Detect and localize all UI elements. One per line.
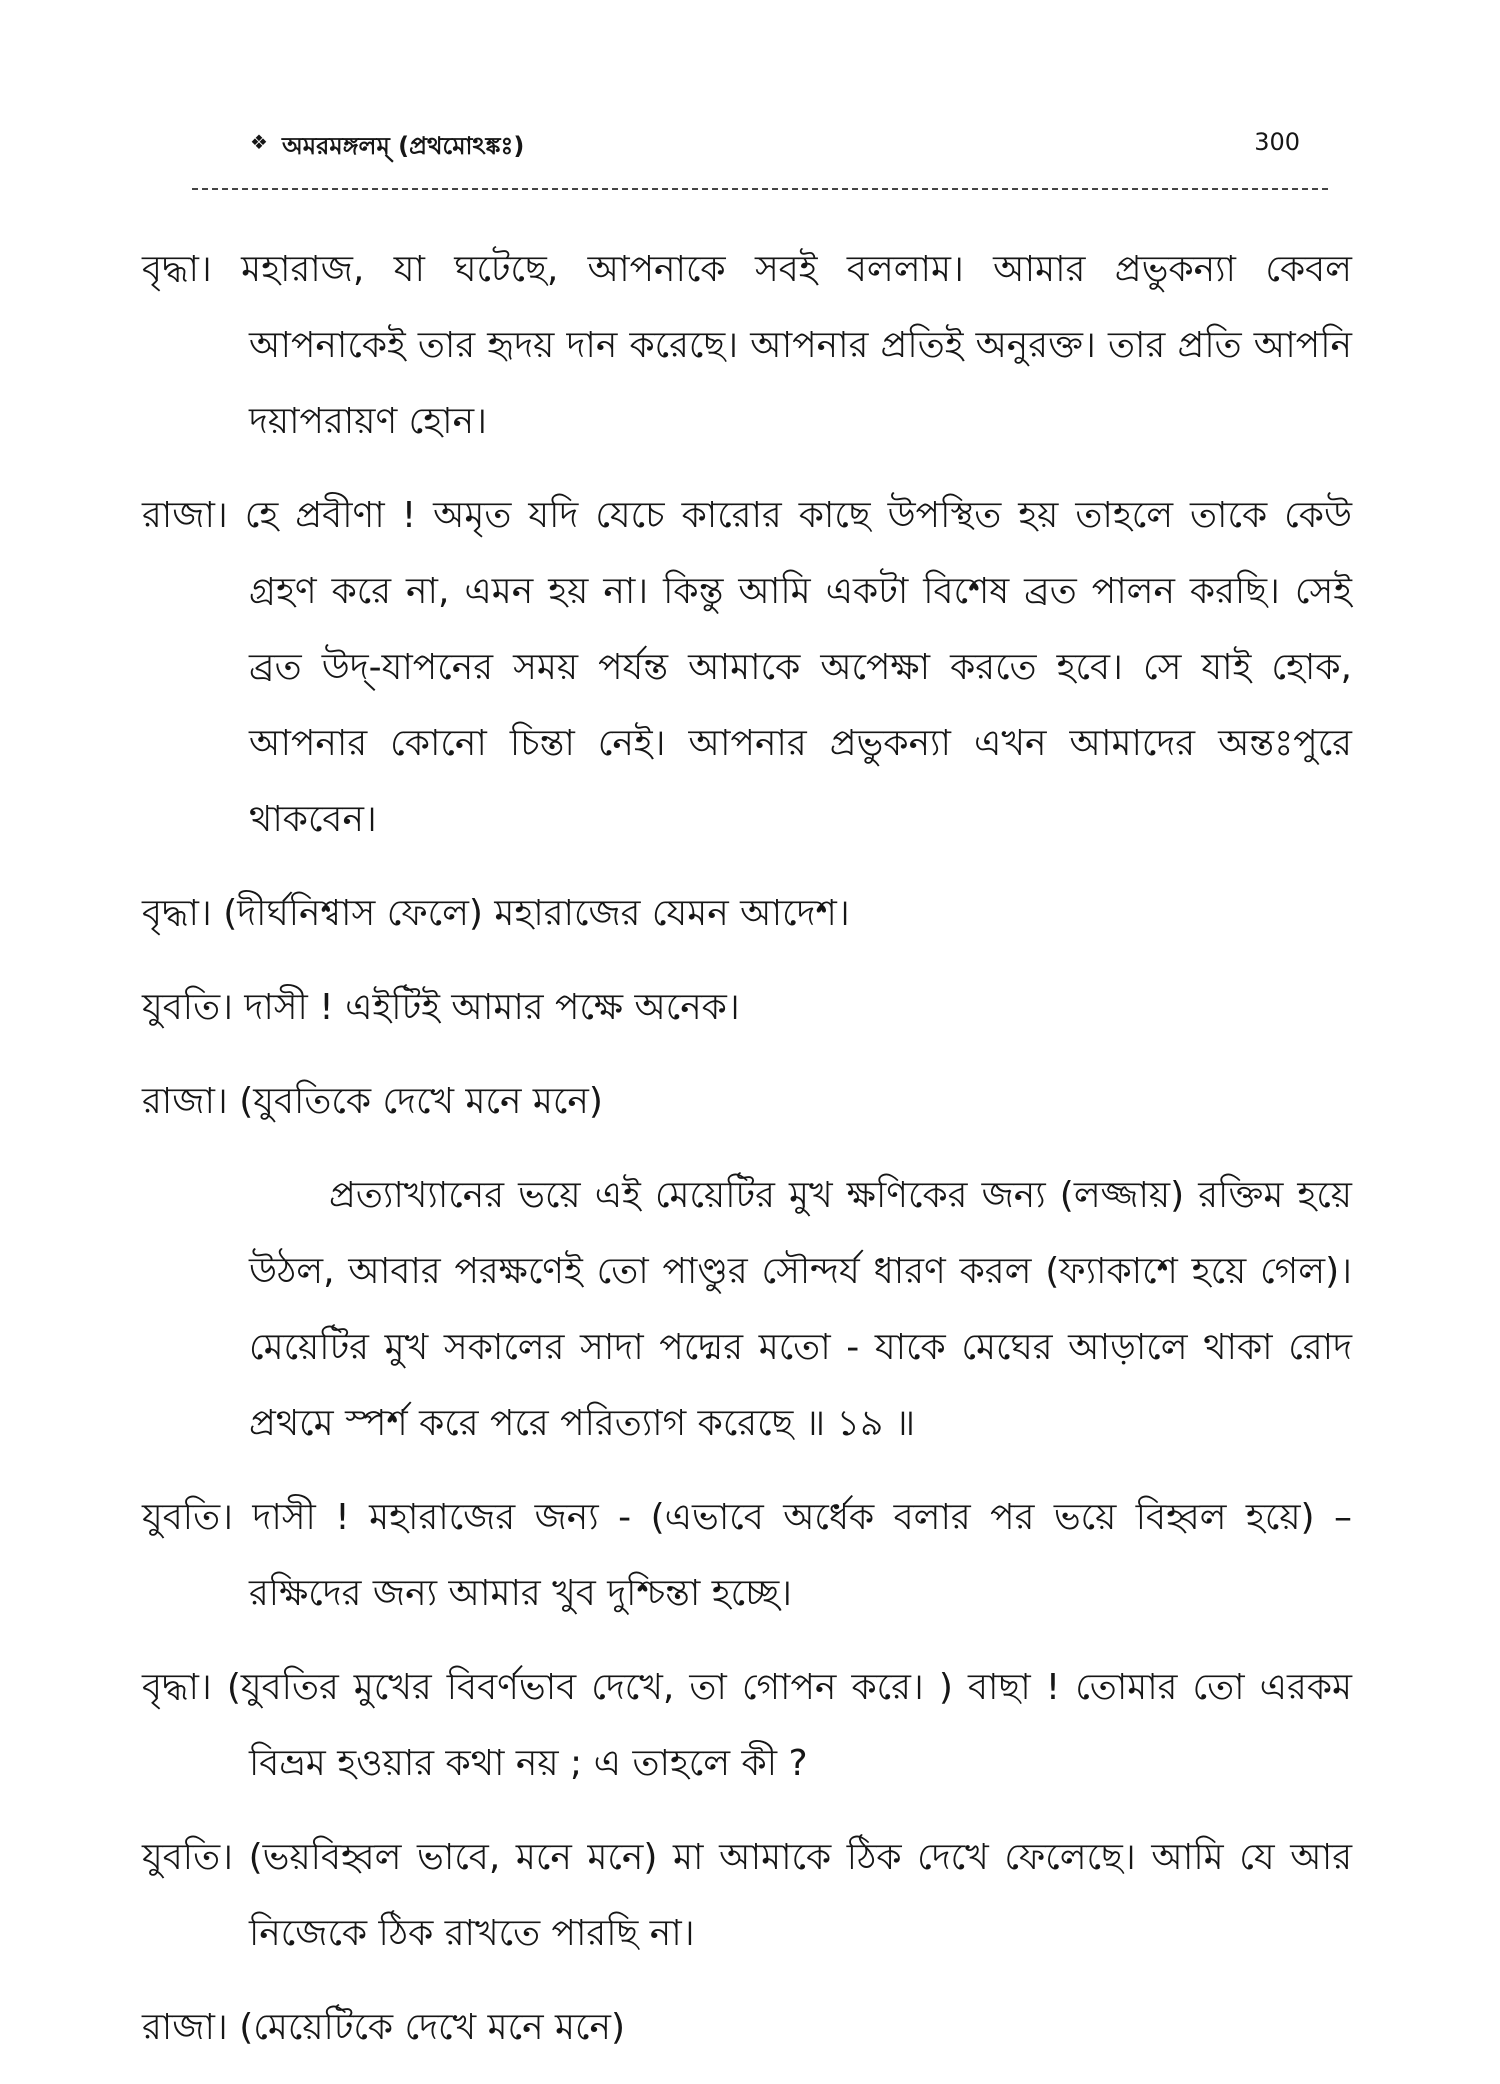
dialogue-text: দাসী ! মহারাজের জন্য - (এভাবে অর্ধেক বলার পর ভয়ে বিহ্বল হয়ে) –রক্ষিদের জন্য আমার খুব দুশ্চিন্তা হচ্ছে।	[249, 1497, 1352, 1614]
dialogue-line	[142, 1480, 1352, 1632]
speaker-name: রাজা।	[142, 1081, 228, 1122]
running-header	[250, 128, 1300, 168]
speaker-name: বৃদ্ধা।	[142, 249, 212, 290]
dialogue-line	[142, 970, 1352, 1046]
dialogue-text: হে প্রবীণা ! অমৃত যদি যেচে কারোর কাছে উপস্থিত হয় তাহলে তাকে কেউ গ্রহণ করে না, এমন হয় না। কিন্তু আমি একটা বিশেষ ব্রত পালন করছি। সেই ব্রত উদ্‌-যাপনের সময় পর্যন্ত আমাকে অপেক্ষা করতে হবে। সে যাই হোক, আপনার কোনো চিন্তা নেই। আপনার প্রভুকন্যা এখন আমাদের অন্তঃপুরে থাকবেন।	[244, 495, 1352, 840]
running-header-title: অমরমঙ্গলম্ (প্রথমোঽঙ্কঃ)	[282, 132, 525, 160]
speaker-name: বৃদ্ধা।	[142, 1667, 212, 1708]
speaker-name: যুবতি।	[142, 1497, 233, 1538]
diamond-ornament-icon: ❖	[250, 130, 268, 154]
speaker-name: বৃদ্ধা।	[142, 893, 212, 934]
dialogue-text: দাসী ! এইটিই আমার পক্ষে অনেক।	[244, 987, 740, 1028]
dashed-divider	[192, 188, 1328, 190]
speaker-name: যুবতি।	[142, 987, 233, 1028]
dialogue-text: (যুবতির মুখের বিবর্ণভাব দেখে, তা গোপন করে। ) বাছা ! তোমার তো এরকম বিভ্রম হওয়ার কথা নয় ; এ তাহলে কী ?	[226, 1667, 1353, 1784]
verse-translation: প্রত্যাখ্যানের ভয়ে এই মেয়েটির মুখ ক্ষণিকের জন্য (লজ্জায়) রক্তিম হয়ে উঠল, আবার পরক্ষণেই তো পাণ্ডুর সৌন্দর্য ধারণ করল (ফ্যাকাশে হয়ে গেল)। মেয়েটির মুখ সকালের সাদা পদ্মের মতো - যাকে মেঘের আড়ালে থাকা রোদ প্রথমে স্পর্শ করে পরে পরিত্যাগ করেছে ॥ ১৯ ॥	[249, 1175, 1352, 1444]
page-number: 300	[1254, 128, 1300, 156]
speaker-name: যুবতি।	[142, 1837, 233, 1878]
dialogue-line	[142, 232, 1352, 460]
dialogue-line	[142, 1064, 1352, 1140]
dialogue-text: (ভয়বিহ্বল ভাবে, মনে মনে) মা আমাকে ঠিক দেখে ফেলেছে। আমি যে আর নিজেকে ঠিক রাখতে পারছি না।	[248, 1837, 1352, 1954]
speaker-name: রাজা।	[142, 2007, 228, 2048]
dialogue-line	[142, 1820, 1352, 1972]
dialogue-text: মহারাজ, যা ঘটেছে, আপনাকে সবই বললাম। আমার প্রভুকন্যা কেবল আপনাকেই তার হৃদয় দান করেছে। আপনার প্রতিই অনুরক্ত। তার প্রতি আপনি দয়াপরায়ণ হোন।	[241, 249, 1352, 442]
speaker-name: রাজা।	[142, 495, 228, 536]
dialogue-line	[142, 1650, 1352, 1802]
dialogue-line	[142, 478, 1352, 858]
dialogue-line	[142, 1990, 1352, 2066]
dialogue-line	[142, 876, 1352, 952]
page-body	[142, 232, 1352, 2084]
dialogue-text: (যুবতিকে দেখে মনে মনে)	[239, 1081, 603, 1122]
dialogue-text: (মেয়েটিকে দেখে মনে মনে)	[239, 2007, 625, 2048]
dialogue-text: (দীর্ঘনিশ্বাস ফেলে) মহারাজের যেমন আদেশ।	[223, 893, 850, 934]
